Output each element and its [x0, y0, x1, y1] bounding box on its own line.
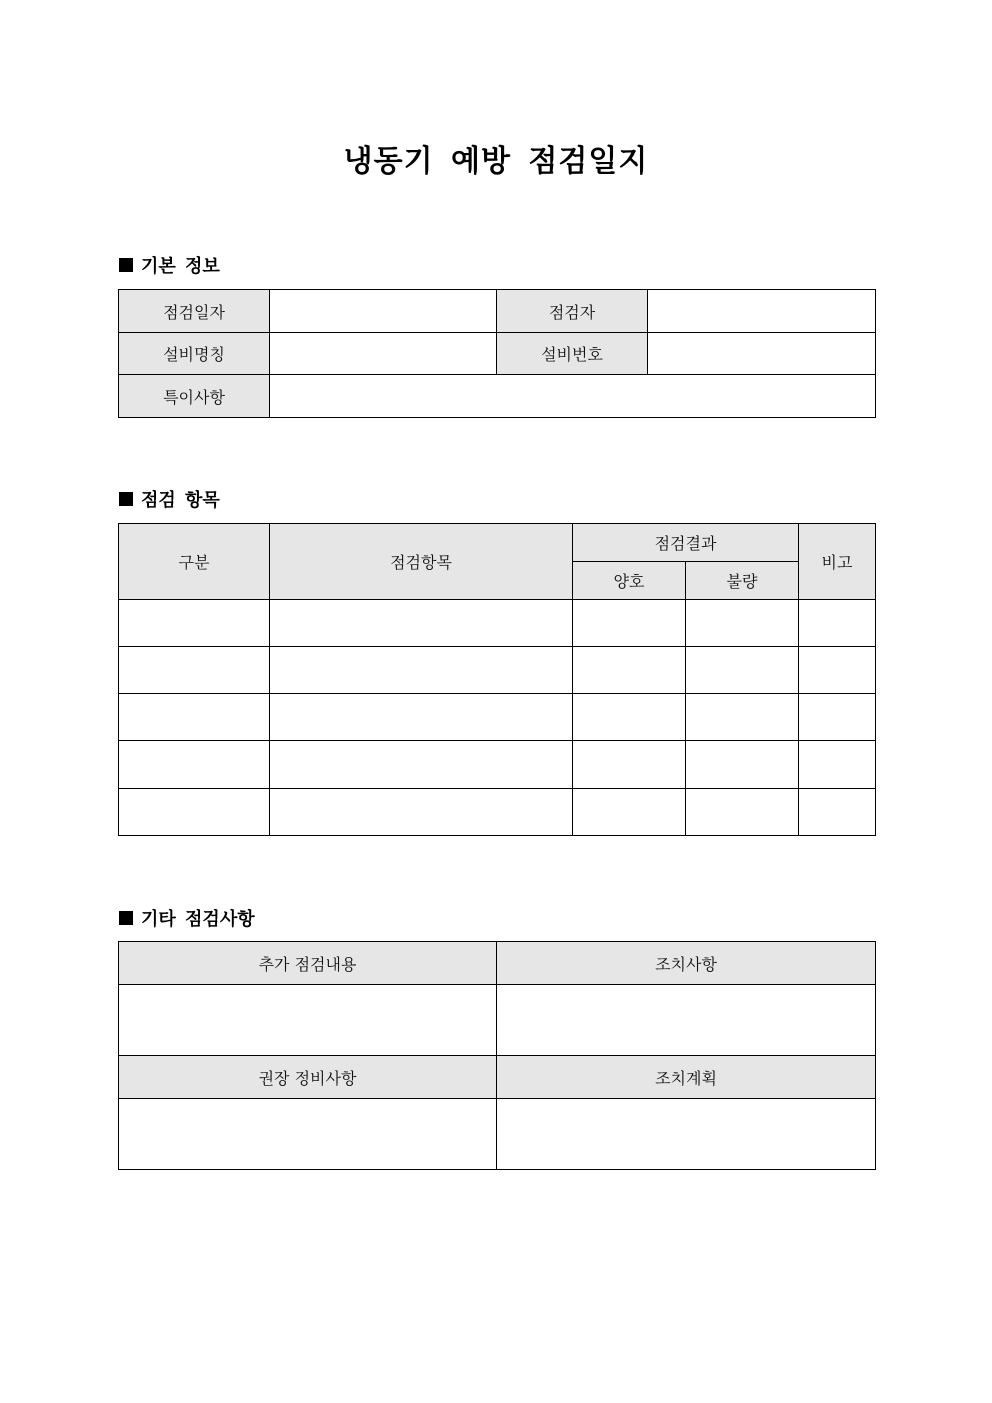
- inspector-field[interactable]: [648, 290, 876, 333]
- header-category: 구분: [119, 524, 270, 600]
- row-good-cell[interactable]: [573, 694, 686, 741]
- row-category-cell[interactable]: [119, 600, 270, 647]
- row-good-cell[interactable]: [573, 647, 686, 694]
- header-actions-taken: 조치사항: [497, 942, 876, 985]
- table-row: [119, 600, 876, 647]
- equipment-number-field[interactable]: [648, 333, 876, 375]
- row-bad-cell[interactable]: [686, 647, 799, 694]
- header-remarks: 비고: [799, 524, 876, 600]
- header-recommended-maintenance: 권장 정비사항: [119, 1056, 497, 1099]
- row-category-cell[interactable]: [119, 741, 270, 789]
- recommended-maintenance-field[interactable]: [119, 1099, 497, 1170]
- row-remarks-cell[interactable]: [799, 789, 876, 836]
- label-equipment-number: 설비번호: [497, 333, 648, 375]
- square-bullet-icon: [119, 492, 133, 506]
- additional-inspection-field[interactable]: [119, 985, 497, 1056]
- row-item-cell[interactable]: [270, 789, 573, 836]
- table-row: [119, 741, 876, 789]
- row-remarks-cell[interactable]: [799, 647, 876, 694]
- equipment-name-field[interactable]: [270, 333, 497, 375]
- page-title: 냉동기 예방 점검일지: [343, 144, 649, 179]
- row-category-cell[interactable]: [119, 694, 270, 741]
- square-bullet-icon: [119, 911, 133, 925]
- row-remarks-cell[interactable]: [799, 741, 876, 789]
- header-item: 점검항목: [270, 524, 573, 600]
- section-heading-other-label: 기타 점검사항: [141, 909, 255, 930]
- table-row: [119, 647, 876, 694]
- notes-field[interactable]: [270, 375, 876, 418]
- row-item-cell[interactable]: [270, 600, 573, 647]
- header-additional-inspection: 추가 점검내용: [119, 942, 497, 985]
- row-remarks-cell[interactable]: [799, 600, 876, 647]
- actions-taken-field[interactable]: [497, 985, 876, 1056]
- inspection-date-field[interactable]: [270, 290, 497, 333]
- label-inspector: 점검자: [497, 290, 648, 333]
- section-heading-basic-label: 기본 정보: [141, 256, 220, 277]
- row-remarks-cell[interactable]: [799, 694, 876, 741]
- row-category-cell[interactable]: [119, 647, 270, 694]
- label-inspection-date: 점검일자: [119, 290, 270, 333]
- header-action-plan: 조치계획: [497, 1056, 876, 1099]
- row-good-cell[interactable]: [573, 789, 686, 836]
- table-row: [119, 789, 876, 836]
- table-row: [119, 694, 876, 741]
- basic-info-table: [118, 289, 876, 418]
- row-bad-cell[interactable]: [686, 694, 799, 741]
- label-equipment-name: 설비명칭: [119, 333, 270, 375]
- other-inspection-table: [118, 941, 876, 1170]
- action-plan-field[interactable]: [497, 1099, 876, 1170]
- row-item-cell[interactable]: [270, 741, 573, 789]
- section-heading-other: [119, 905, 255, 931]
- header-result: 점검결과: [573, 524, 799, 562]
- section-heading-items-label: 점검 항목: [141, 490, 220, 511]
- header-bad: 불량: [686, 562, 799, 600]
- row-good-cell[interactable]: [573, 600, 686, 647]
- label-notes: 특이사항: [119, 375, 270, 418]
- square-bullet-icon: [119, 258, 133, 272]
- inspection-items-table: [118, 523, 876, 836]
- row-bad-cell[interactable]: [686, 789, 799, 836]
- header-good: 양호: [573, 562, 686, 600]
- row-category-cell[interactable]: [119, 789, 270, 836]
- row-good-cell[interactable]: [573, 741, 686, 789]
- row-item-cell[interactable]: [270, 647, 573, 694]
- section-heading-items: [119, 486, 220, 512]
- row-item-cell[interactable]: [270, 694, 573, 741]
- row-bad-cell[interactable]: [686, 600, 799, 647]
- row-bad-cell[interactable]: [686, 741, 799, 789]
- section-heading-basic: [119, 252, 220, 278]
